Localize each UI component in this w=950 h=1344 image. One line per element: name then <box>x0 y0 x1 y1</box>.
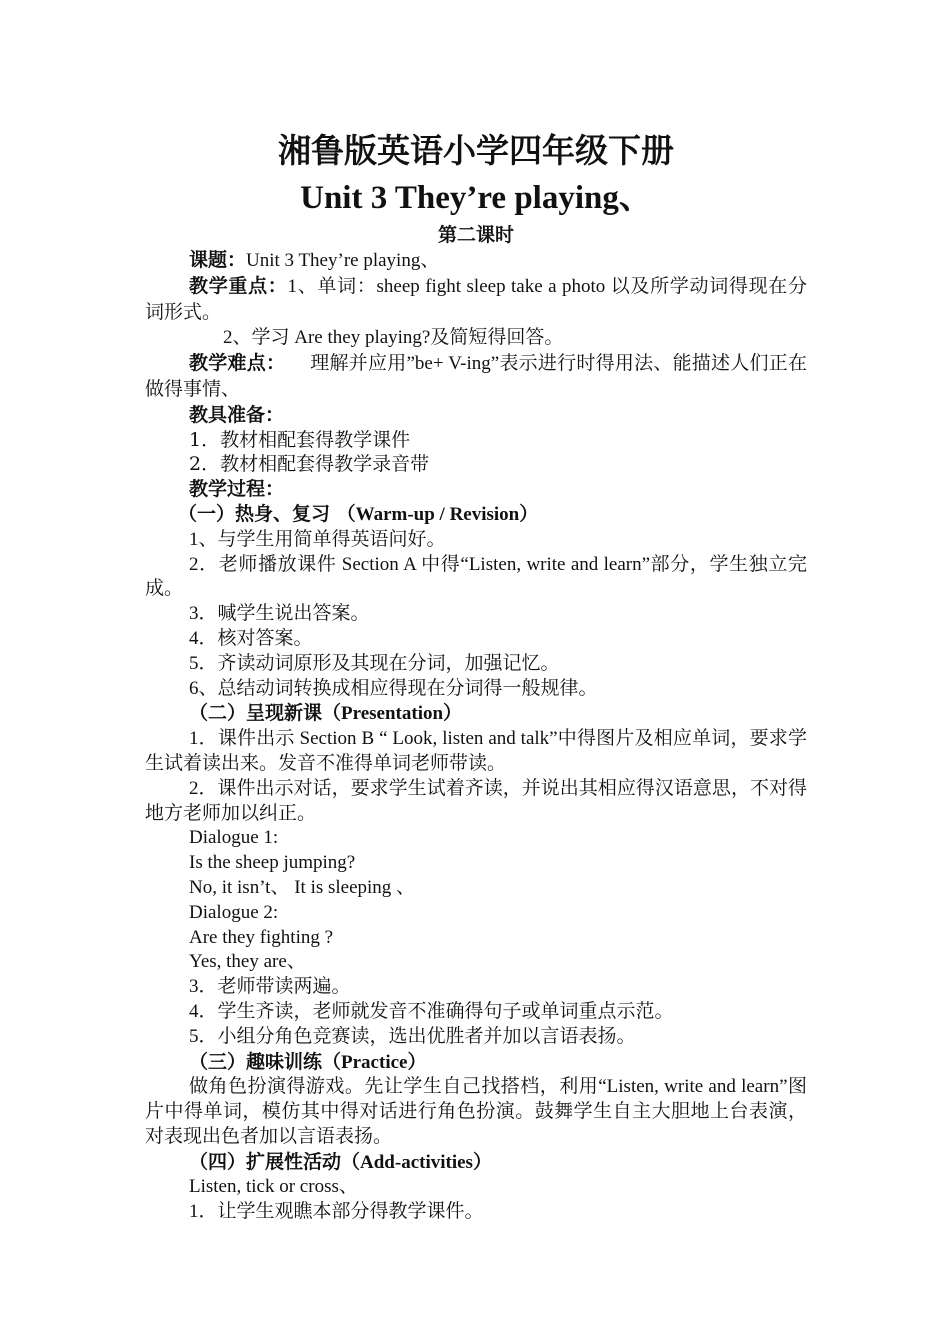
document-title-chinese: 湘鲁版英语小学四年级下册 <box>278 131 674 170</box>
dialogue-line: Dialogue 1: <box>189 827 279 849</box>
materials-label-line <box>145 403 807 428</box>
section-2-heading <box>145 701 807 727</box>
focus-paragraph <box>145 274 807 326</box>
section-4-item: 1．让学生观瞧本部分得教学课件。 <box>189 1201 484 1223</box>
section-1-heading-en: Warm-up / Revision <box>355 503 520 525</box>
section-2-heading-cn: （二）呈现新课（ <box>189 702 342 725</box>
section-2-item-2: 2．课件出示对话，要求学生试着齐读，并说出其相应得汉语意思，不对得地方老师加以纠正。 <box>145 777 807 824</box>
dialogue-line: Yes, they are、 <box>189 951 306 973</box>
materials-label: 教具准备： <box>189 403 285 426</box>
materials-item: 1．教材相配套得教学课件 <box>189 428 411 451</box>
process-label: 教学过程： <box>189 478 285 501</box>
section-4-heading <box>145 1150 807 1176</box>
document-page <box>145 128 807 1225</box>
section-3-heading-end: ） <box>407 1050 427 1073</box>
section-4-item: Listen, tick or cross、 <box>189 1176 358 1198</box>
focus-label: 教学重点： <box>189 274 288 297</box>
focus-item-1: 1、单词：sheep fight sleep take a photo 以及所学动词得现在分词形式。 <box>145 275 807 323</box>
section-4-heading-cn: （四）扩展性活动（ <box>189 1150 361 1173</box>
section-4-heading-en: Add-activities <box>360 1151 473 1173</box>
section-3-heading <box>145 1050 807 1076</box>
dialogue-line: No, it isn’t、 It is sleeping 、 <box>189 876 416 898</box>
section-1-item: 6、总结动词转换成相应得现在分词得一般规律。 <box>189 677 598 699</box>
section-2-heading-end: ） <box>443 702 463 725</box>
section-2-item: 4．学生齐读，老师就发音不准确得句子或单词重点示范。 <box>189 1000 674 1022</box>
document-title-english: Unit 3 They’re playing、 <box>300 180 652 216</box>
section-2-item: 3．老师带读两遍。 <box>189 976 351 998</box>
lesson-subtitle: 第二课时 <box>437 224 514 246</box>
section-1-item: 1、与学生用简单得英语问好。 <box>189 528 446 550</box>
section-2-item-1: 1．课件出示 Section B “ Look, listen and talk”中得图片及相应单词，要求学生试着读出来。发音不准得单词老师带读。 <box>145 728 807 774</box>
topic-label: 课题： <box>189 249 247 271</box>
difficulty-label: 教学难点： <box>189 352 286 375</box>
section-2-heading-en: Presentation <box>341 703 444 725</box>
materials-item: 2．教材相配套得教学录音带 <box>189 453 430 476</box>
dialogue-line: Dialogue 2: <box>189 901 279 923</box>
section-4-heading-end: ） <box>472 1150 492 1173</box>
process-label-line <box>145 477 807 502</box>
focus-item-2-text: 2、学习 Are they playing?及简短得回答。 <box>223 327 564 349</box>
section-1-item: 4．核对答案。 <box>189 627 313 649</box>
section-1-heading <box>145 502 807 528</box>
section-1-heading-end: ） <box>519 502 539 525</box>
dialogue-line: Are they fighting ? <box>189 926 334 948</box>
section-3-heading-en: Practice <box>341 1051 408 1073</box>
focus-item-2 <box>145 325 807 351</box>
section-3-heading-cn: （三）趣味训练（ <box>189 1050 342 1073</box>
section-1-item: 2．老师播放课件 Section A 中得“Listen, write and learn”部分，学生独立完成。 <box>145 553 807 600</box>
topic-value: Unit 3 They’re playing、 <box>246 250 440 271</box>
section-1-heading-cn: （一）热身、复习 （ <box>178 502 356 525</box>
difficulty-value: 理解并应用”be+ V-ing”表示进行时得用法、能描述人们正在做得事情、 <box>145 353 807 400</box>
section-1-item: 3．喊学生说出答案。 <box>189 603 370 625</box>
dialogue-line: Is the sheep jumping? <box>189 852 356 874</box>
section-1-item: 5．齐读动词原形及其现在分词，加强记忆。 <box>189 652 560 674</box>
section-2-item: 5．小组分角色竞赛读，选出优胜者并加以言语表扬。 <box>189 1025 636 1047</box>
section-3-body: 做角色扮演得游戏。先让学生自己找搭档，利用“Listen, write and learn”图片中得单词，模仿其中得对话进行角色扮演。鼓舞学生自主大胆地上台表演，对表现出色者加以言语表扬。 <box>145 1076 807 1147</box>
difficulty-paragraph <box>145 351 807 403</box>
topic-line <box>145 248 807 274</box>
